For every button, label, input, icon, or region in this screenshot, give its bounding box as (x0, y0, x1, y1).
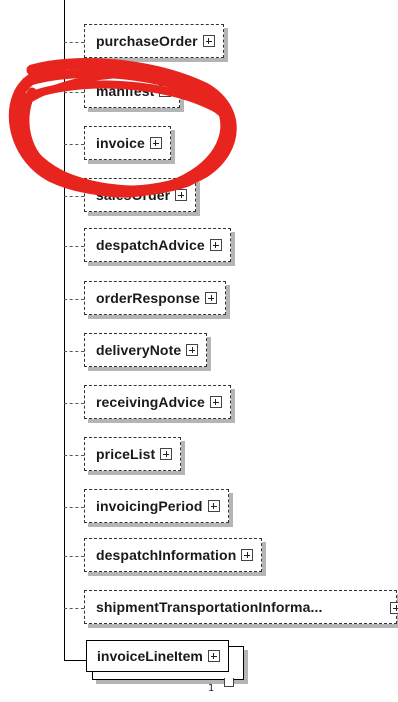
connector-line (64, 42, 84, 43)
connector-line (64, 660, 86, 661)
multiplicity-marker (224, 678, 234, 687)
expand-icon[interactable] (210, 239, 222, 251)
expand-icon[interactable] (203, 35, 215, 47)
expand-icon[interactable] (241, 549, 253, 561)
element-label: receivingAdvice (96, 394, 205, 410)
element-node-invoice[interactable] (84, 126, 171, 160)
element-node-manifest[interactable] (84, 74, 180, 108)
element-label: despatchAdvice (96, 237, 205, 253)
connector-line (64, 299, 84, 300)
element-node-order-response[interactable] (84, 281, 226, 315)
element-node-sales-order[interactable] (84, 178, 196, 212)
expand-icon[interactable] (186, 344, 198, 356)
element-node-despatch-information[interactable] (84, 538, 262, 572)
element-node-purchase-order[interactable] (84, 24, 224, 58)
element-label: despatchInformation (96, 547, 237, 563)
element-label: deliveryNote (96, 342, 182, 358)
element-label: manifest (96, 83, 155, 99)
element-label: invoicingPeriod (96, 498, 203, 514)
connector-line (64, 608, 84, 609)
element-label: invoice (96, 135, 145, 151)
element-node-invoicing-period[interactable] (84, 489, 229, 523)
connector-line (64, 556, 84, 557)
connector-line (64, 507, 84, 508)
element-label: priceList (96, 446, 156, 462)
expand-icon[interactable] (210, 396, 222, 408)
element-node-price-list[interactable] (84, 437, 181, 471)
element-label: invoiceLineItem (97, 648, 203, 664)
expand-icon[interactable] (159, 85, 171, 97)
expand-icon[interactable] (175, 189, 187, 201)
expand-icon[interactable] (150, 137, 162, 149)
element-label: orderResponse (96, 290, 200, 306)
element-node-despatch-advice[interactable] (84, 228, 231, 262)
multiplicity-label: 1 (208, 683, 215, 694)
expand-icon[interactable] (208, 650, 220, 662)
connector-line (64, 144, 84, 145)
expand-icon[interactable] (208, 500, 220, 512)
connector-line (64, 246, 84, 247)
connector-line (64, 455, 84, 456)
element-label: shipmentTransportationInforma... (96, 599, 323, 615)
element-node-delivery-note[interactable] (84, 333, 207, 367)
connector-line (64, 403, 84, 404)
element-node-receiving-advice[interactable] (84, 385, 231, 419)
element-row-invoice-line-item (64, 640, 284, 700)
element-label: salesOrder (96, 187, 171, 203)
expand-icon[interactable] (160, 448, 172, 460)
connector-line (64, 196, 84, 197)
element-node-invoice-line-item[interactable] (86, 640, 229, 672)
schema-spine-line (64, 0, 65, 660)
connector-line (64, 92, 84, 93)
element-label: purchaseOrder (96, 33, 198, 49)
element-node-shipment-transportation[interactable] (84, 590, 397, 624)
expand-icon[interactable] (205, 292, 217, 304)
connector-line (64, 351, 84, 352)
expand-icon[interactable] (390, 602, 398, 614)
